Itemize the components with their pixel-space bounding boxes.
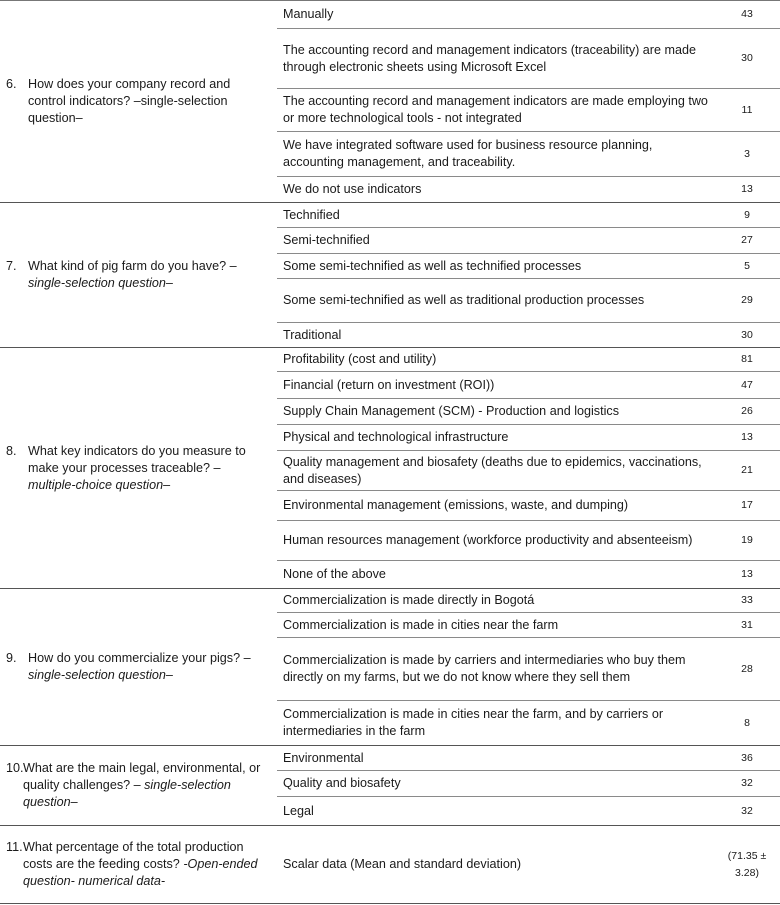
answer-count: 9: [720, 203, 780, 228]
answer-count: 30: [720, 323, 780, 348]
answer-option: Profitability (cost and utility): [277, 348, 720, 372]
answer-option: Physical and technological infrastructure: [277, 425, 720, 451]
answer-option: The accounting record and management indicators are made employing two or more technological tools - not integrated: [277, 89, 720, 132]
answer-option: We do not use indicators: [277, 177, 720, 203]
answer-count: 26: [720, 399, 780, 425]
answer-count: 33: [720, 589, 780, 613]
answer-option: Technified: [277, 203, 720, 228]
table-body: [0, 1, 780, 904]
answer-option: Environmental management (emissions, waste, and dumping): [277, 491, 720, 521]
answer-count: 21: [720, 451, 780, 491]
question-text-wrapper: [23, 760, 271, 811]
question-number: 9.: [6, 651, 17, 665]
answer-count: 32: [720, 797, 780, 826]
answer-option: Commercialization is made directly in Bogotá: [277, 589, 720, 613]
question-cell: [0, 203, 277, 348]
question-number: 6.: [6, 77, 17, 91]
answer-option: Quality and biosafety: [277, 771, 720, 797]
answer-option: Environmental: [277, 746, 720, 771]
table-row: [0, 826, 780, 904]
answer-count: 5: [720, 254, 780, 279]
answer-count: 13: [720, 177, 780, 203]
answer-count: 30: [720, 29, 780, 89]
answer-option: Commercialization is made by carriers and intermediaries who buy them directly on my farms, but we do not know where they sell them: [277, 638, 720, 701]
answer-count: 36: [720, 746, 780, 771]
answer-count: 28: [720, 638, 780, 701]
question-cell: [0, 348, 277, 589]
answer-count: 8: [720, 701, 780, 746]
answer-option: Scalar data (Mean and standard deviation): [277, 826, 720, 904]
answer-option: Commercialization is made in cities near the farm: [277, 613, 720, 638]
answer-option: Legal: [277, 797, 720, 826]
question-cell: [0, 826, 277, 904]
answer-count: (71.35 ± 3.28): [720, 826, 780, 904]
question-cell: [0, 589, 277, 746]
answer-count: 43: [720, 1, 780, 29]
question-number: 8.: [6, 443, 17, 458]
answer-count: 3: [720, 132, 780, 177]
answer-count: 17: [720, 491, 780, 521]
answer-option: Traditional: [277, 323, 720, 348]
question-type: –single-selection question–: [28, 651, 251, 682]
answer-option: Financial (return on investment (ROI)): [277, 372, 720, 399]
answer-count: 32: [720, 771, 780, 797]
question-text: What key indicators do you measure to make your processes traceable? –: [28, 443, 246, 475]
answer-option: We have integrated software used for business resource planning, accounting management, and traceability.: [277, 132, 720, 177]
answer-option: None of the above: [277, 561, 720, 589]
answer-count: 13: [720, 425, 780, 451]
question-text: How does your company record and control indicators? –single-selection question–: [28, 77, 231, 125]
question-text-wrapper: [28, 258, 271, 292]
question-cell: [0, 746, 277, 826]
answer-option: The accounting record and management indicators (traceability) are made through electronic sheets using Microsoft Excel: [277, 29, 720, 89]
answer-option: Manually: [277, 1, 720, 29]
table-row: [0, 203, 780, 228]
question-text-wrapper: [28, 76, 271, 127]
question-cell: [0, 1, 277, 203]
answer-count: 31: [720, 613, 780, 638]
question-number: 10.: [6, 761, 24, 775]
question-text: How do you commercialize your pigs?: [28, 651, 241, 665]
answer-count: 29: [720, 279, 780, 323]
question-type: -Open-ended question- numerical data-: [23, 857, 258, 888]
answer-option: Some semi-technified as well as traditional production processes: [277, 279, 720, 323]
question-number: 7.: [6, 259, 17, 273]
answer-option: Supply Chain Management (SCM) - Production and logistics: [277, 399, 720, 425]
answer-option: Human resources management (workforce productivity and absenteeism): [277, 521, 720, 561]
answer-option: Some semi-technified as well as technified processes: [277, 254, 720, 279]
answer-count: 27: [720, 228, 780, 254]
question-type: single-selection question–: [23, 778, 231, 809]
answer-option: Semi-technified: [277, 228, 720, 254]
answer-count: 81: [720, 348, 780, 372]
question-text-wrapper: [28, 650, 271, 684]
answer-count: 47: [720, 372, 780, 399]
answer-option: Commercialization is made in cities near the farm, and by carriers or intermediaries in the farm: [277, 701, 720, 746]
question-type: multiple-choice question–: [28, 477, 171, 492]
question-text: What are the main legal, environmental, or quality challenges? –: [23, 761, 261, 792]
answer-option: Quality management and biosafety (deaths due to epidemics, vaccinations, and diseases): [277, 451, 720, 491]
answer-count: 11: [720, 89, 780, 132]
table-row: [0, 746, 780, 771]
table-row: [0, 348, 780, 372]
answer-count: 13: [720, 561, 780, 589]
table-row: [0, 1, 780, 29]
question-number: 11.: [6, 840, 23, 854]
question-text-wrapper: [28, 443, 271, 494]
table-row: [0, 589, 780, 613]
answer-count: 19: [720, 521, 780, 561]
question-text: What percentage of the total production costs are the feeding costs?: [23, 840, 244, 871]
question-type: –single-selection question–: [28, 259, 237, 290]
question-text: What kind of pig farm do you have?: [28, 259, 227, 273]
question-text-wrapper: [23, 839, 271, 890]
